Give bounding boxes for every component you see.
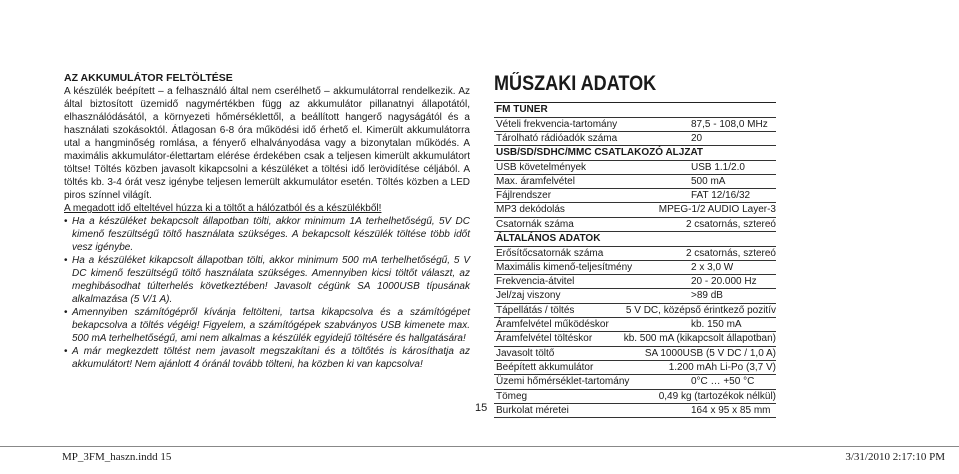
- spec-row: [494, 404, 776, 418]
- spec-label: Vételi frekvencia-tartomány: [496, 118, 618, 130]
- spec-value: 5 V DC, középső érintkező pozitív: [625, 304, 776, 316]
- spec-label: Áramfelvétel működéskor: [496, 319, 609, 331]
- spec-row: [494, 118, 776, 132]
- specs-table: [494, 102, 776, 418]
- spec-value: 2 csatornás, sztereó: [685, 218, 776, 230]
- spec-section-heading: FM TUNER: [494, 103, 776, 118]
- spec-value: 2 x 3,0 W: [691, 261, 734, 273]
- spec-value: USB 1.1/2.0: [691, 161, 745, 173]
- spec-row: [494, 375, 776, 389]
- spec-value: 20 - 20.000 Hz: [691, 276, 757, 288]
- spec-section-heading: ÁLTALÁNOS ADATOK: [494, 232, 776, 247]
- spec-row: [494, 347, 776, 361]
- bullet-item: • Ha a készüléket bekapcsolt állapotban tölti, akkor minimum 1A terhelhetőségű, 5V DC kimenő feszültségű töltő használata szükséges. A bekapcsolt készülék töltése több időt vesz igénybe.: [64, 215, 470, 254]
- spec-label: Frekvencia-átvitel: [496, 276, 575, 288]
- charging-paragraph: A készülék beépített – a felhasználó által nem cserélhető – akkumulátorral rendelkezik. Az által biztosított üzemidő nagymértékben függ az akkumulátor pillanatnyi állapotától, elhasználódásától, a környezeti hőmérséklettől, a beállított hangerő nagyságától és a használati szokásoktól. Átlagosan 6-8 óra működési idő érhető el. Kimerült akkumulátorra utal a hangminőség romlása, a fényerő elhalványodása vagy a bizonytalan működés. A maximális akkumulátor-élettartam elérése érdekében csak a teljesen kimerült akkumulátort töltse! Töltés közben javasolt kikapcsolni a készüléket a töltési idő lerövidítése céljából. A töltés kb. 3-4 órát vesz igénybe teljesen lemerült akkumulátor esetén. Töltés közben a LED piros színnel világít.: [64, 86, 470, 201]
- spec-row: [494, 261, 776, 275]
- spec-row: [494, 275, 776, 289]
- spec-label: Beépített akkumulátor: [496, 361, 594, 373]
- spec-row: [494, 289, 776, 303]
- specs-title: MŰSZAKI ADATOK: [494, 72, 657, 95]
- bullet-item: • Amennyiben számítógépről kívánja feltölteni, tartsa kikapcsolva és a számítógépet bekapcsolva a töltés végéig! Figyelem, a számítógépek szabványos USB kimenete max. 500 mA terhelhetőségű, ami nem alkalmas a készülék egyidejű töltésére és hallgatására!: [64, 306, 470, 345]
- spec-label: MP3 dekódolás: [496, 204, 565, 216]
- spec-value: FAT 12/16/32: [691, 190, 751, 202]
- print-footer: [0, 446, 959, 467]
- spec-value: >89 dB: [691, 290, 723, 302]
- spec-label: Erősítőcsatornák száma: [496, 247, 604, 259]
- spec-value: 20: [691, 132, 703, 144]
- spec-value: kb. 150 mA: [691, 319, 742, 331]
- charging-bullets: [64, 215, 470, 371]
- spec-value: 1.200 mAh Li-Po (3,7 V): [668, 361, 776, 373]
- footer-filename: MP_3FM_haszn.indd 15: [62, 451, 172, 463]
- spec-value: SA 1000USB (5 V DC / 1,0 A): [644, 347, 776, 359]
- unplug-warning: A megadott idő elteltével húzza ki a töltőt a hálózatból és a készülékből!: [64, 203, 382, 214]
- spec-label: Tárolható rádióadók száma: [496, 132, 618, 144]
- bullet-item: • Ha a készüléket kikapcsolt állapotban tölti, akkor minimum 500 mA terhelhetőségű, 5 V DC kimenő feszültségű töltő használata szükséges. Amennyiben kicsi töltőt választ, az meghibásodhat túlterhelés következtében! Javasolt cégünk SA 1000USB típusának alkalmazása (5 V/1 A).: [64, 254, 470, 306]
- spec-label: Tápellátás / töltés: [496, 304, 575, 316]
- spec-label: Fájlrendszer: [496, 190, 552, 202]
- spec-label: Max. áramfelvétel: [496, 175, 575, 187]
- spec-label: Tömeg: [496, 390, 528, 402]
- specs-section: [494, 72, 776, 418]
- page-number: 15: [475, 402, 488, 414]
- spec-value: 87,5 - 108,0 MHz: [691, 118, 768, 130]
- spec-label: Maximális kimenő-teljesítmény: [496, 261, 633, 273]
- spec-row: [494, 175, 776, 189]
- section-heading: AZ AKKUMULÁTOR FELTÖLTÉSE: [64, 72, 233, 84]
- spec-label: Áramfelvétel töltéskor: [496, 333, 593, 345]
- spec-label: Burkolat méretei: [496, 404, 569, 416]
- spec-row: [494, 203, 776, 217]
- spec-label: USB követelmények: [496, 161, 587, 173]
- bullet-item: • A már megkezdett töltést nem javasolt megszakítani és a töltőtés is károsíthatja az akkumulátort! Nem ajánlott 4 óránál tovább tölteni, ha közben ki van kapcsolva!: [64, 345, 470, 371]
- spec-label: Javasolt töltő: [496, 347, 555, 359]
- spec-row: [494, 218, 776, 232]
- spec-row: [494, 132, 776, 146]
- spec-row: [494, 161, 776, 175]
- spec-value: 2 csatornás, sztereó: [685, 247, 776, 259]
- spec-row: [494, 390, 776, 404]
- charging-section: [64, 72, 470, 371]
- footer-datetime: 3/31/2010 2:17:10 PM: [845, 451, 945, 463]
- spec-row: [494, 332, 776, 346]
- spec-row: [494, 361, 776, 375]
- spec-value: 164 x 95 x 85 mm: [691, 404, 771, 416]
- spec-label: Jel/zaj viszony: [496, 290, 561, 302]
- spec-label: Csatornák száma: [496, 218, 574, 230]
- spec-value: 500 mA: [691, 175, 726, 187]
- spec-row: [494, 318, 776, 332]
- spec-value: kb. 500 mA (kikapcsolt állapotban): [623, 333, 776, 345]
- spec-row: [494, 189, 776, 203]
- spec-value: 0,49 kg (tartozékok nélkül): [658, 390, 776, 402]
- spec-value: 0°C … +50 °C: [691, 376, 755, 388]
- spec-section-heading: USB/SD/SDHC/MMC CSATLAKOZÓ ALJZAT: [494, 146, 776, 161]
- spec-row: [494, 247, 776, 261]
- spec-label: Üzemi hőmérséklet-tartomány: [496, 376, 630, 388]
- spec-row: [494, 304, 776, 318]
- spec-value: MPEG-1/2 AUDIO Layer-3: [658, 204, 776, 216]
